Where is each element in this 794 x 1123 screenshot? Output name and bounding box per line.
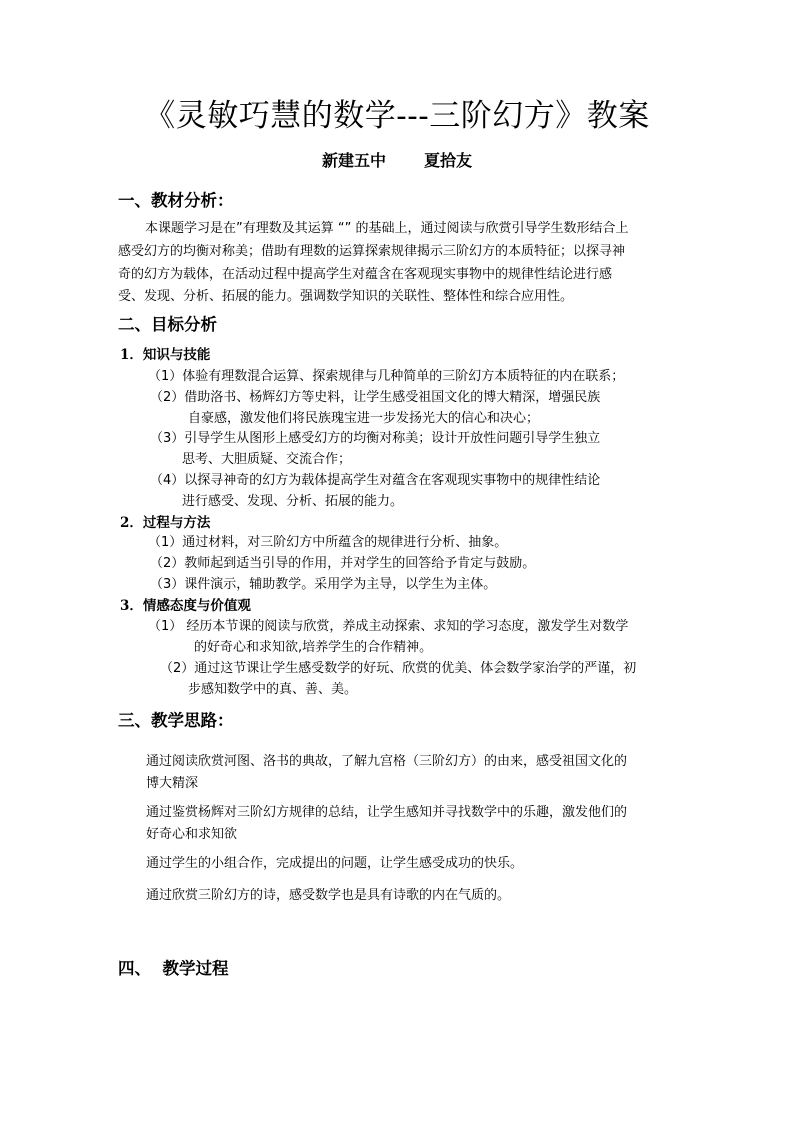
list-item: （2）通过这节课让学生感受数学的好玩、欣赏的优美、体会数学家治学的严谨，初 — [160, 661, 637, 676]
list-item: （3）课件演示，辅助教学。采用学为主导，以学生为主体。 — [150, 577, 497, 592]
paragraph-line: 通过学生的小组合作，完成提出的问题，让学生感受成功的快乐。 — [146, 856, 524, 871]
author-line — [0, 150, 794, 172]
subheading-process-methods: 2．过程与方法 — [120, 515, 211, 531]
list-item: （2）借助洛书、杨辉幻方等史料，让学生感受祖国文化的博大精深，增强民族 — [150, 390, 601, 405]
list-item: （3）引导学生从图形上感受幻方的均衡对称美；设计开放性问题引导学生独立 — [150, 431, 601, 446]
author-school: 新建五中 — [321, 151, 386, 170]
list-item: （1）体验有理数混合运算、探索规律与几种简单的三阶幻方本质特征的内在联系； — [148, 369, 625, 384]
section-heading-goal-analysis: 二、目标分析 — [118, 315, 217, 334]
section-heading-teaching-process: 四、 教学过程 — [118, 959, 229, 978]
paragraph-line: 受、发现、分析、拓展的能力。强调数学知识的关联性、整体性和综合应用性。 — [118, 289, 574, 304]
section-heading-textbook-analysis: 一、教材分析： — [118, 191, 234, 210]
paragraph-line: 博大精深 — [146, 776, 199, 791]
list-item: （4）以探寻神奇的幻方为载体提高学生对蕴含在客观现实事物中的规律性结论 — [150, 473, 601, 488]
document-title: 《灵敏巧慧的数学---三阶幻方》教案 — [144, 98, 650, 134]
paragraph-line: 本课题学习是在”有理数及其运算 “” 的基础上，通过阅读与欣赏引导学生数形结合上 — [145, 221, 629, 236]
paragraph-line: 奇的幻方为载体，在活动过程中提高学生对蕴含在客观现实事物中的规律性结论进行感 — [118, 267, 613, 282]
author-name: 夏拾友 — [424, 151, 473, 170]
paragraph-line: 好奇心和求知欲 — [146, 827, 238, 842]
paragraph-line: 感受幻方的均衡对称美；借助有理数的运算探索规律揭示三阶幻方的本质特征；以探寻神 — [118, 244, 626, 259]
subheading-knowledge-skills: 1．知识与技能 — [120, 347, 211, 363]
list-item: （1） 经历本节课的阅读与欣赏，养成主动探索、求知的学习态度，激发学生对数学 — [148, 619, 629, 634]
list-item: （1）通过材料，对三阶幻方中所蕴含的规律进行分析、抽象。 — [148, 535, 508, 550]
subheading-emotion-values: 3．情感态度与价值观 — [120, 598, 251, 614]
list-item-continued: 的好奇心和求知欲,培养学生的合作精神。 — [194, 640, 433, 655]
list-item-continued: 思考、大胆质疑、交流合作； — [182, 452, 352, 467]
paragraph-line: 通过阅读欣赏河图、洛书的典故，了解九宫格（三阶幻方）的由来，感受祖国文化的 — [146, 754, 628, 769]
paragraph-line: 通过鉴赏杨辉对三阶幻方规律的总结，让学生感知并寻找数学中的乐趣，激发他们的 — [146, 805, 628, 820]
section-heading-teaching-ideas: 三、教学思路： — [118, 711, 234, 730]
list-item-continued: 自豪感，激发他们将民族瑰宝进一步发扬光大的信心和决心； — [188, 411, 540, 426]
list-item-continued: 进行感受、发现、分析、拓展的能力。 — [182, 494, 404, 509]
list-item-continued: 步感知数学中的真、善、美。 — [188, 682, 358, 697]
list-item: （2）教师起到适当引导的作用，并对学生的回答给予肯定与鼓励。 — [150, 556, 536, 571]
paragraph-line: 通过欣赏三阶幻方的诗，感受数学也是具有诗歌的内在气质的。 — [146, 888, 511, 903]
